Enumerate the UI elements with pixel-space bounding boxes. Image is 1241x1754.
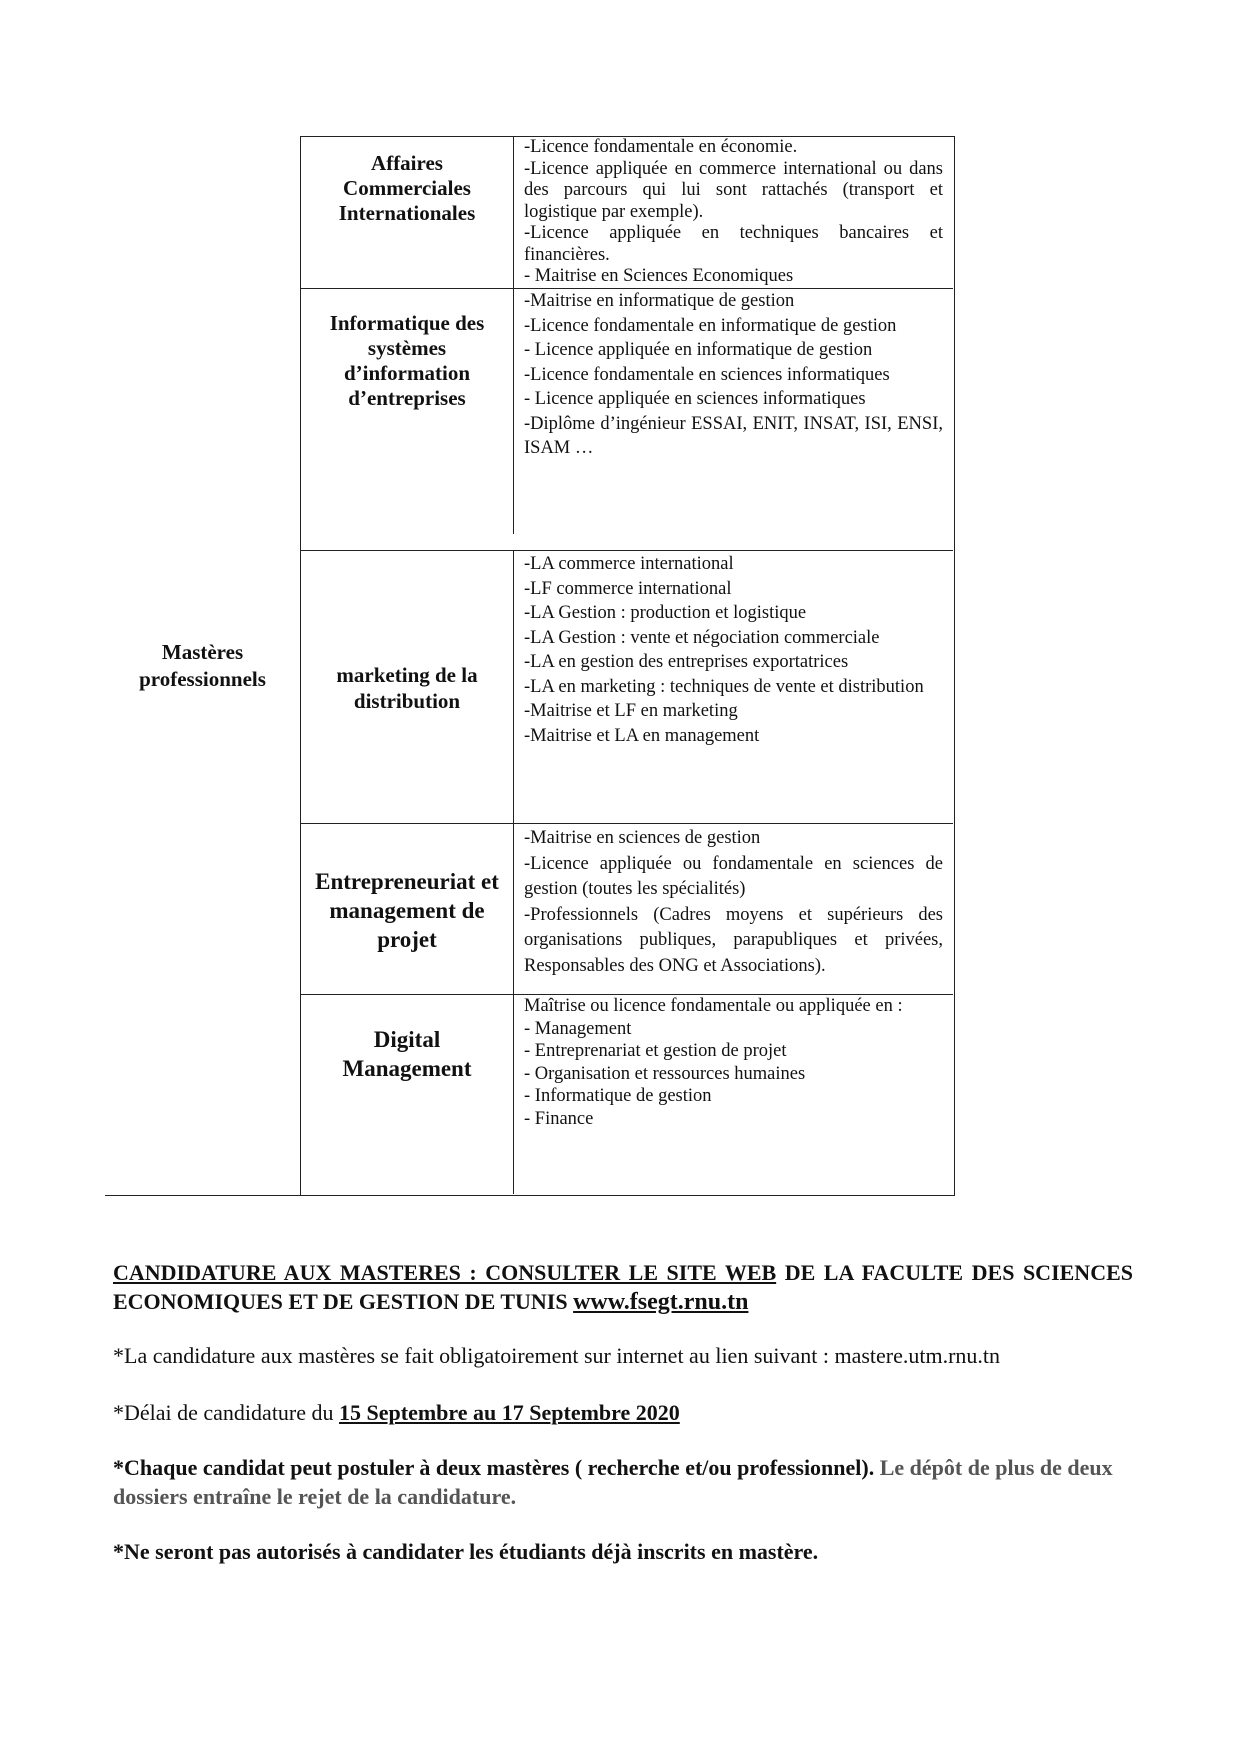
faculty-website-link[interactable]: www.fsegt.rnu.tn	[573, 1289, 749, 1315]
requirement-line: - Licence appliquée en sciences informatiques	[524, 389, 866, 409]
requirement-line: - Management	[524, 1018, 632, 1039]
program-name: Affaires Commerciales Internationales	[338, 151, 476, 225]
requirement-line: -Licence appliquée en techniques bancaires et financières.	[524, 223, 943, 265]
requirement-line: - Maitrise en Sciences Economiques	[524, 266, 794, 286]
table-row	[301, 550, 953, 825]
requirement-line: - Entreprenariat et gestion de projet	[524, 1041, 787, 1061]
requirement-line: -Maitrise et LA en management	[524, 725, 760, 746]
category-label: Mastères professionnels	[139, 640, 266, 691]
program-name-cell	[301, 137, 514, 289]
deadline-prefix: *Délai de candidature du	[113, 1400, 340, 1425]
deadline-note	[113, 1398, 1133, 1427]
requirement-line: -Maitrise en informatique de gestion	[524, 291, 795, 311]
application-notes	[113, 1258, 1133, 1566]
requirements-cell	[514, 551, 953, 825]
requirement-line: -Licence fondamentale en sciences informatiques	[524, 364, 890, 385]
requirement-line: - Licence appliquée en informatique de gestion	[524, 340, 873, 360]
requirement-line: -LA en marketing : techniques de vente et distribution	[524, 676, 924, 697]
requirements-cell	[514, 289, 953, 534]
requirement-line: -LA en gestion des entreprises exportatrices	[524, 652, 849, 672]
two-masters-rule: *Chaque candidat peut postuler à deux mastères ( recherche et/ou professionnel).	[113, 1455, 875, 1480]
heading-rest: DE LA FACULTE DES SCIENCES ECONOMIQUES ET DE GESTION DE TUNIS	[113, 1260, 1133, 1314]
requirements-cell	[514, 137, 953, 289]
rejection-rule: Le dépôt de plus de deux dossiers entraîne le rejet de la candidature.	[113, 1455, 1113, 1509]
two-masters-note	[113, 1453, 1133, 1511]
requirement-line: -Diplôme d’ingénieur ESSAI, ENIT, INSAT, ISI, ENSI, ISAM …	[524, 413, 943, 458]
requirement-line: -Maitrise en sciences de gestion	[524, 828, 761, 848]
table-row	[301, 288, 953, 534]
program-name: marketing de la distribution	[336, 663, 478, 713]
requirement-line: -LA commerce international	[524, 554, 734, 574]
requirement-line: -Maitrise et LF en marketing	[524, 701, 738, 721]
requirement-line: - Organisation et ressources humaines	[524, 1063, 806, 1084]
programs-table	[105, 136, 955, 1196]
requirement-line: -Licence fondamentale en informatique de gestion	[524, 315, 897, 336]
requirement-line: - Finance	[524, 1108, 594, 1129]
table-bottom-rule	[105, 1195, 302, 1196]
programs-grid	[300, 136, 955, 1196]
program-name-cell	[301, 824, 514, 996]
requirements-cell	[514, 995, 953, 1194]
requirement-line: -Professionnels (Cadres moyens et supérieurs des organisations publiques, parapubliques et privées, Responsables des ONG et Associations).	[524, 904, 943, 976]
requirement-line: -Licence appliquée ou fondamentale en sciences de gestion (toutes les spécialités)	[524, 853, 943, 899]
enrolled-students-note: *Ne seront pas autorisés à candidater les étudiants déjà inscrits en mastère.	[113, 1539, 819, 1564]
requirement-line: -LF commerce international	[524, 578, 732, 599]
program-name-cell	[301, 289, 514, 534]
requirement-line: -LA Gestion : vente et négociation commerciale	[524, 627, 880, 648]
table-row	[301, 994, 953, 1194]
deadline-dates: 15 Septembre au 17 Septembre 2020	[339, 1400, 680, 1425]
requirement-line: -LA Gestion : production et logistique	[524, 603, 807, 623]
heading-underlined: CANDIDATURE AUX MASTERES : CONSULTER LE SITE WEB	[113, 1260, 777, 1285]
requirement-line: -Licence appliquée en commerce international ou dans des parcours qui lui sont rattachés (transport et logistique par exemple).	[524, 158, 943, 222]
table-row	[301, 137, 953, 289]
table-row	[301, 823, 953, 996]
program-name-cell	[301, 551, 514, 825]
program-name: Digital Management	[342, 1027, 472, 1081]
program-name: Entrepreneuriat et management de projet	[315, 868, 499, 952]
program-name-cell	[301, 995, 514, 1194]
requirement-line: Maîtrise ou licence fondamentale ou appliquée en :	[524, 996, 903, 1016]
program-name: Informatique des systèmes d’information d’entreprises	[329, 311, 485, 410]
online-application-note: *La candidature aux mastères se fait obligatoirement sur internet au lien suivant : mastere.utm.rnu.tn	[113, 1343, 1001, 1368]
category-cell	[105, 136, 300, 1196]
requirement-line: -Licence fondamentale en économie.	[524, 137, 798, 157]
requirement-line: - Informatique de gestion	[524, 1086, 712, 1106]
requirements-cell	[514, 824, 953, 996]
notes-heading	[113, 1258, 1133, 1317]
